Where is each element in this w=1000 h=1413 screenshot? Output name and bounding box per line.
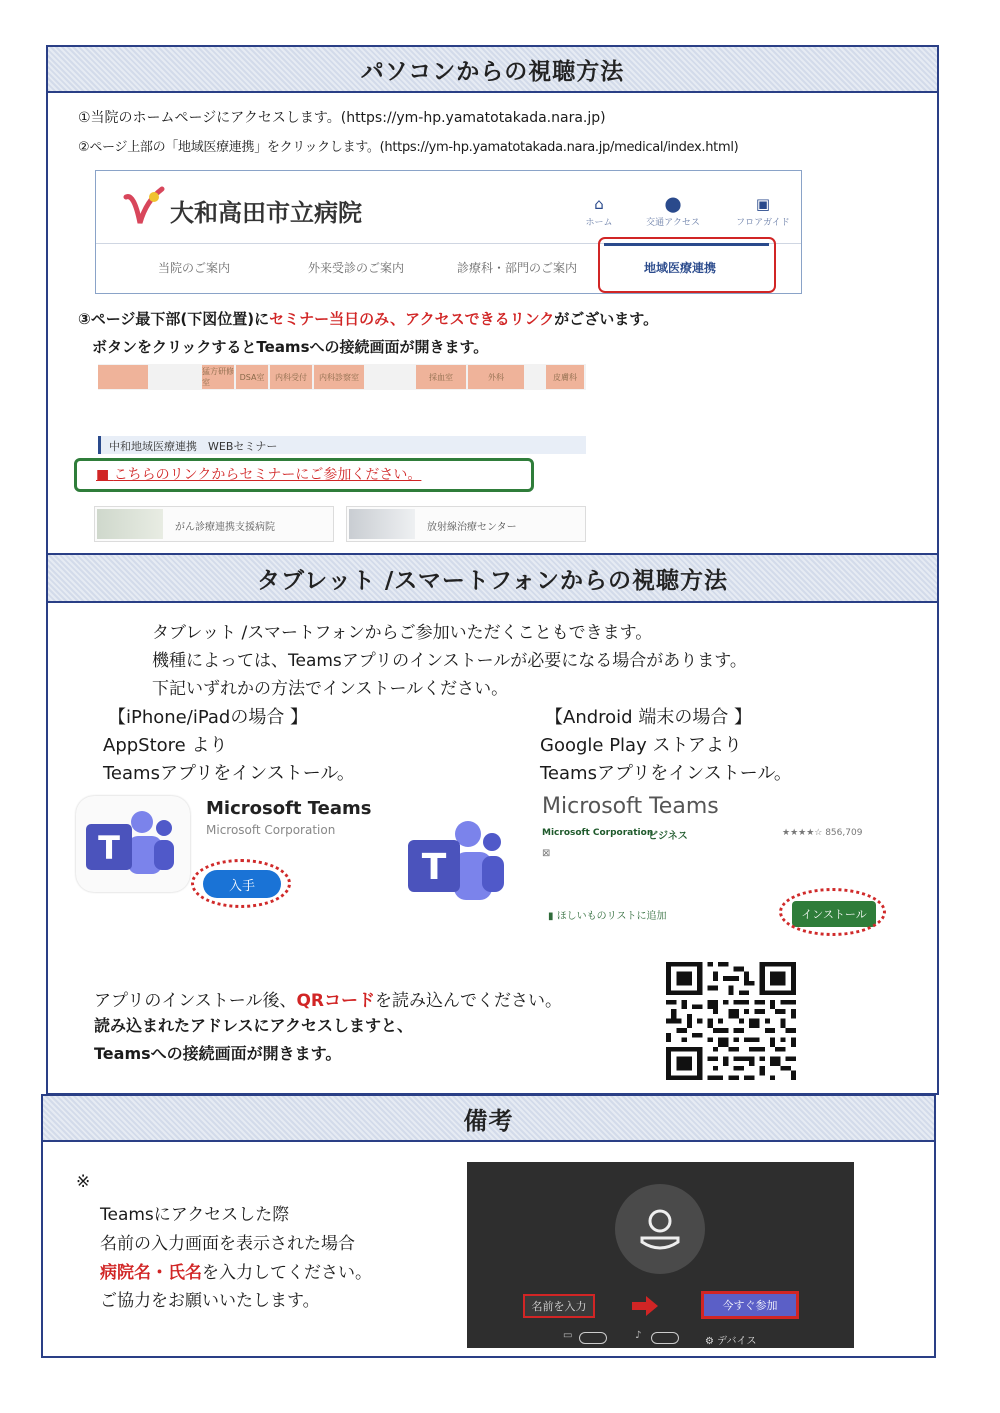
play-app-name: Microsoft Teams bbox=[542, 794, 719, 819]
home-label: ホーム bbox=[585, 218, 613, 228]
teams-logo-icon bbox=[84, 808, 176, 882]
banner-image bbox=[349, 509, 415, 539]
intro-line-3: 下記いずれかの方法でインストールください。 bbox=[152, 679, 509, 699]
notes-line-4: ご協力をお願いいたします。 bbox=[100, 1291, 320, 1311]
iphone-heading: 【iPhone/iPadの場合 】 bbox=[108, 707, 309, 728]
gear-icon: ⚙ bbox=[705, 1336, 718, 1347]
device-settings[interactable] bbox=[705, 1332, 756, 1347]
arrow-right-icon bbox=[630, 1294, 660, 1318]
banner-label: 放射線治療センター bbox=[427, 522, 517, 533]
qr-highlight: QRコード bbox=[296, 991, 376, 1011]
pc-section-title: パソコンからの視聴方法 bbox=[46, 45, 939, 93]
tablet-section-title: タブレット /スマートフォンからの視聴方法 bbox=[46, 553, 939, 603]
step-3 bbox=[78, 308, 658, 329]
play-install-button[interactable]: インストール bbox=[792, 901, 876, 927]
appstore-app-name: Microsoft Teams bbox=[206, 798, 372, 819]
appstore-get-button[interactable]: 入手 bbox=[203, 870, 281, 898]
qr-prefix: アプリのインストール後、 bbox=[94, 991, 297, 1011]
android-line-1: Google Play ストアより bbox=[540, 735, 742, 756]
notes-mark: ※ bbox=[76, 1172, 91, 1192]
nav-icon-home[interactable] bbox=[574, 195, 624, 228]
mic-icon: ♪ bbox=[635, 1330, 642, 1341]
hospital-name: 大和高田市立病院 bbox=[170, 199, 362, 227]
step-1: ①当院のホームページにアクセスします。(https://ym-hp.yamatotakada.nara.jp) bbox=[78, 110, 606, 126]
banner-cancer[interactable] bbox=[94, 506, 334, 542]
step-3-prefix: ③ページ最下部(下図位置)に bbox=[78, 310, 270, 328]
teams-logo-icon bbox=[406, 818, 506, 908]
qr-line-3: Teamsへの接続画面が開きます。 bbox=[94, 1044, 342, 1063]
nav-highlight-box bbox=[598, 237, 776, 293]
qr-line-1 bbox=[94, 986, 562, 1011]
floor-label: フロアガイド bbox=[736, 218, 790, 228]
seminar-link[interactable] bbox=[96, 464, 421, 484]
step-2: ②ページ上部の「地域医療連携」をクリックします。(https://ym-hp.yamatotakada.nara.jp/medical/index.html) bbox=[78, 140, 739, 155]
step-3-line2: ボタンをクリックするとTeamsへの接続画面が開きます。 bbox=[92, 338, 489, 356]
name-input[interactable]: 名前を入力 bbox=[523, 1294, 595, 1318]
footer-tab: 外科 bbox=[468, 365, 524, 389]
camera-icon: ▭ bbox=[563, 1330, 573, 1341]
link-bullet-icon: ■ bbox=[96, 467, 114, 483]
qr-suffix: を読み込んでください。 bbox=[375, 991, 563, 1011]
notes-line-2: 名前の入力画面を表示された場合 bbox=[100, 1234, 355, 1254]
intro-line-1: タブレット /スマートフォンからご参加いただくこともできます。 bbox=[152, 623, 653, 643]
device-label: デバイス bbox=[717, 1336, 757, 1347]
bookmark-icon: ▮ bbox=[548, 911, 557, 922]
seminar-heading-bar bbox=[98, 436, 586, 454]
footer-tab: DSA室 bbox=[236, 365, 268, 389]
play-wishlist-label: ほしいものリストに追加 bbox=[556, 911, 667, 922]
nav-icon-floor[interactable] bbox=[728, 195, 798, 228]
footer-block bbox=[98, 365, 148, 389]
play-rating: ★★★★☆ 856,709 bbox=[782, 828, 863, 838]
mic-toggle[interactable] bbox=[635, 1332, 685, 1344]
avatar bbox=[615, 1184, 705, 1274]
qr-code[interactable] bbox=[666, 962, 796, 1080]
play-button-highlight bbox=[779, 888, 886, 936]
step-3-suffix: がございます。 bbox=[554, 310, 659, 328]
seminar-link-text: こちらのリンクからセミナーにご参加ください。 bbox=[113, 467, 422, 483]
nav-icon-access[interactable] bbox=[636, 195, 710, 228]
join-now-button[interactable]: 今すぐ参加 bbox=[701, 1291, 799, 1319]
person-icon bbox=[615, 1184, 705, 1274]
android-heading: 【Android 端末の場合 】 bbox=[545, 707, 753, 728]
svg-text:T: T bbox=[421, 847, 447, 888]
building-icon: ▣ bbox=[755, 195, 771, 213]
step-3-highlight: セミナー当日のみ、アクセスできるリンク bbox=[269, 310, 555, 328]
play-category: ビジネス bbox=[648, 831, 688, 842]
qr-line-2: 読み込まれたアドレスにアクセスしますと、 bbox=[94, 1016, 414, 1035]
banner-label: がん診療連携支援病院 bbox=[175, 522, 275, 533]
notes-highlight: 病院名・氏名 bbox=[100, 1263, 202, 1283]
seminar-heading: 中和地域医療連携 WEBセミナー bbox=[109, 440, 278, 453]
footer-tab: 採血室 bbox=[416, 365, 466, 389]
appstore-publisher: Microsoft Corporation bbox=[206, 823, 336, 837]
banner-radiation[interactable] bbox=[346, 506, 586, 542]
access-label: 交通アクセス bbox=[646, 218, 700, 228]
camera-toggle[interactable] bbox=[563, 1332, 611, 1344]
notes-line-1: Teamsにアクセスした際 bbox=[100, 1205, 290, 1225]
footer-tab: 猛方研修室 bbox=[202, 367, 234, 387]
svg-text:T: T bbox=[98, 829, 120, 867]
banner-image bbox=[97, 509, 163, 539]
site-footer-strip bbox=[98, 364, 586, 390]
home-icon: ⌂ bbox=[594, 195, 604, 213]
teams-join-screenshot bbox=[467, 1162, 854, 1348]
notes-line-3 bbox=[100, 1258, 372, 1283]
appstore-button-highlight bbox=[191, 859, 291, 908]
nav-outpatient[interactable]: 外来受診のご案内 bbox=[308, 261, 405, 275]
notes-section-title: 備考 bbox=[41, 1094, 936, 1142]
nav-departments[interactable]: 診療科・部門のご案内 bbox=[457, 261, 578, 275]
hospital-site-screenshot bbox=[95, 170, 802, 294]
iphone-line-2: Teamsアプリをインストール。 bbox=[103, 763, 355, 784]
footer-tab: 内科診察室 bbox=[314, 365, 364, 389]
intro-line-2: 機種によっては、Teamsアプリのインストールが必要になる場合があります。 bbox=[152, 651, 747, 671]
nav-regional-cooperation[interactable]: 地域医療連携 bbox=[644, 261, 717, 275]
play-wishlist[interactable] bbox=[548, 907, 667, 922]
toggle-switch bbox=[651, 1332, 679, 1344]
map-pin-icon: ⬤ bbox=[664, 195, 682, 213]
footer-tab: 皮膚科 bbox=[546, 365, 584, 389]
play-age-badge-icon: ⊠ bbox=[542, 848, 551, 859]
iphone-line-1: AppStore より bbox=[103, 735, 228, 756]
play-publisher: Microsoft Corporation bbox=[542, 828, 654, 838]
notes-line-3-suffix: を入力してください。 bbox=[202, 1263, 372, 1283]
android-line-2: Teamsアプリをインストール。 bbox=[540, 763, 792, 784]
hospital-logo-icon bbox=[118, 183, 166, 231]
nav-about[interactable]: 当院のご案内 bbox=[158, 261, 231, 275]
toggle-switch bbox=[579, 1332, 607, 1344]
footer-tab: 内科受付 bbox=[270, 365, 312, 389]
